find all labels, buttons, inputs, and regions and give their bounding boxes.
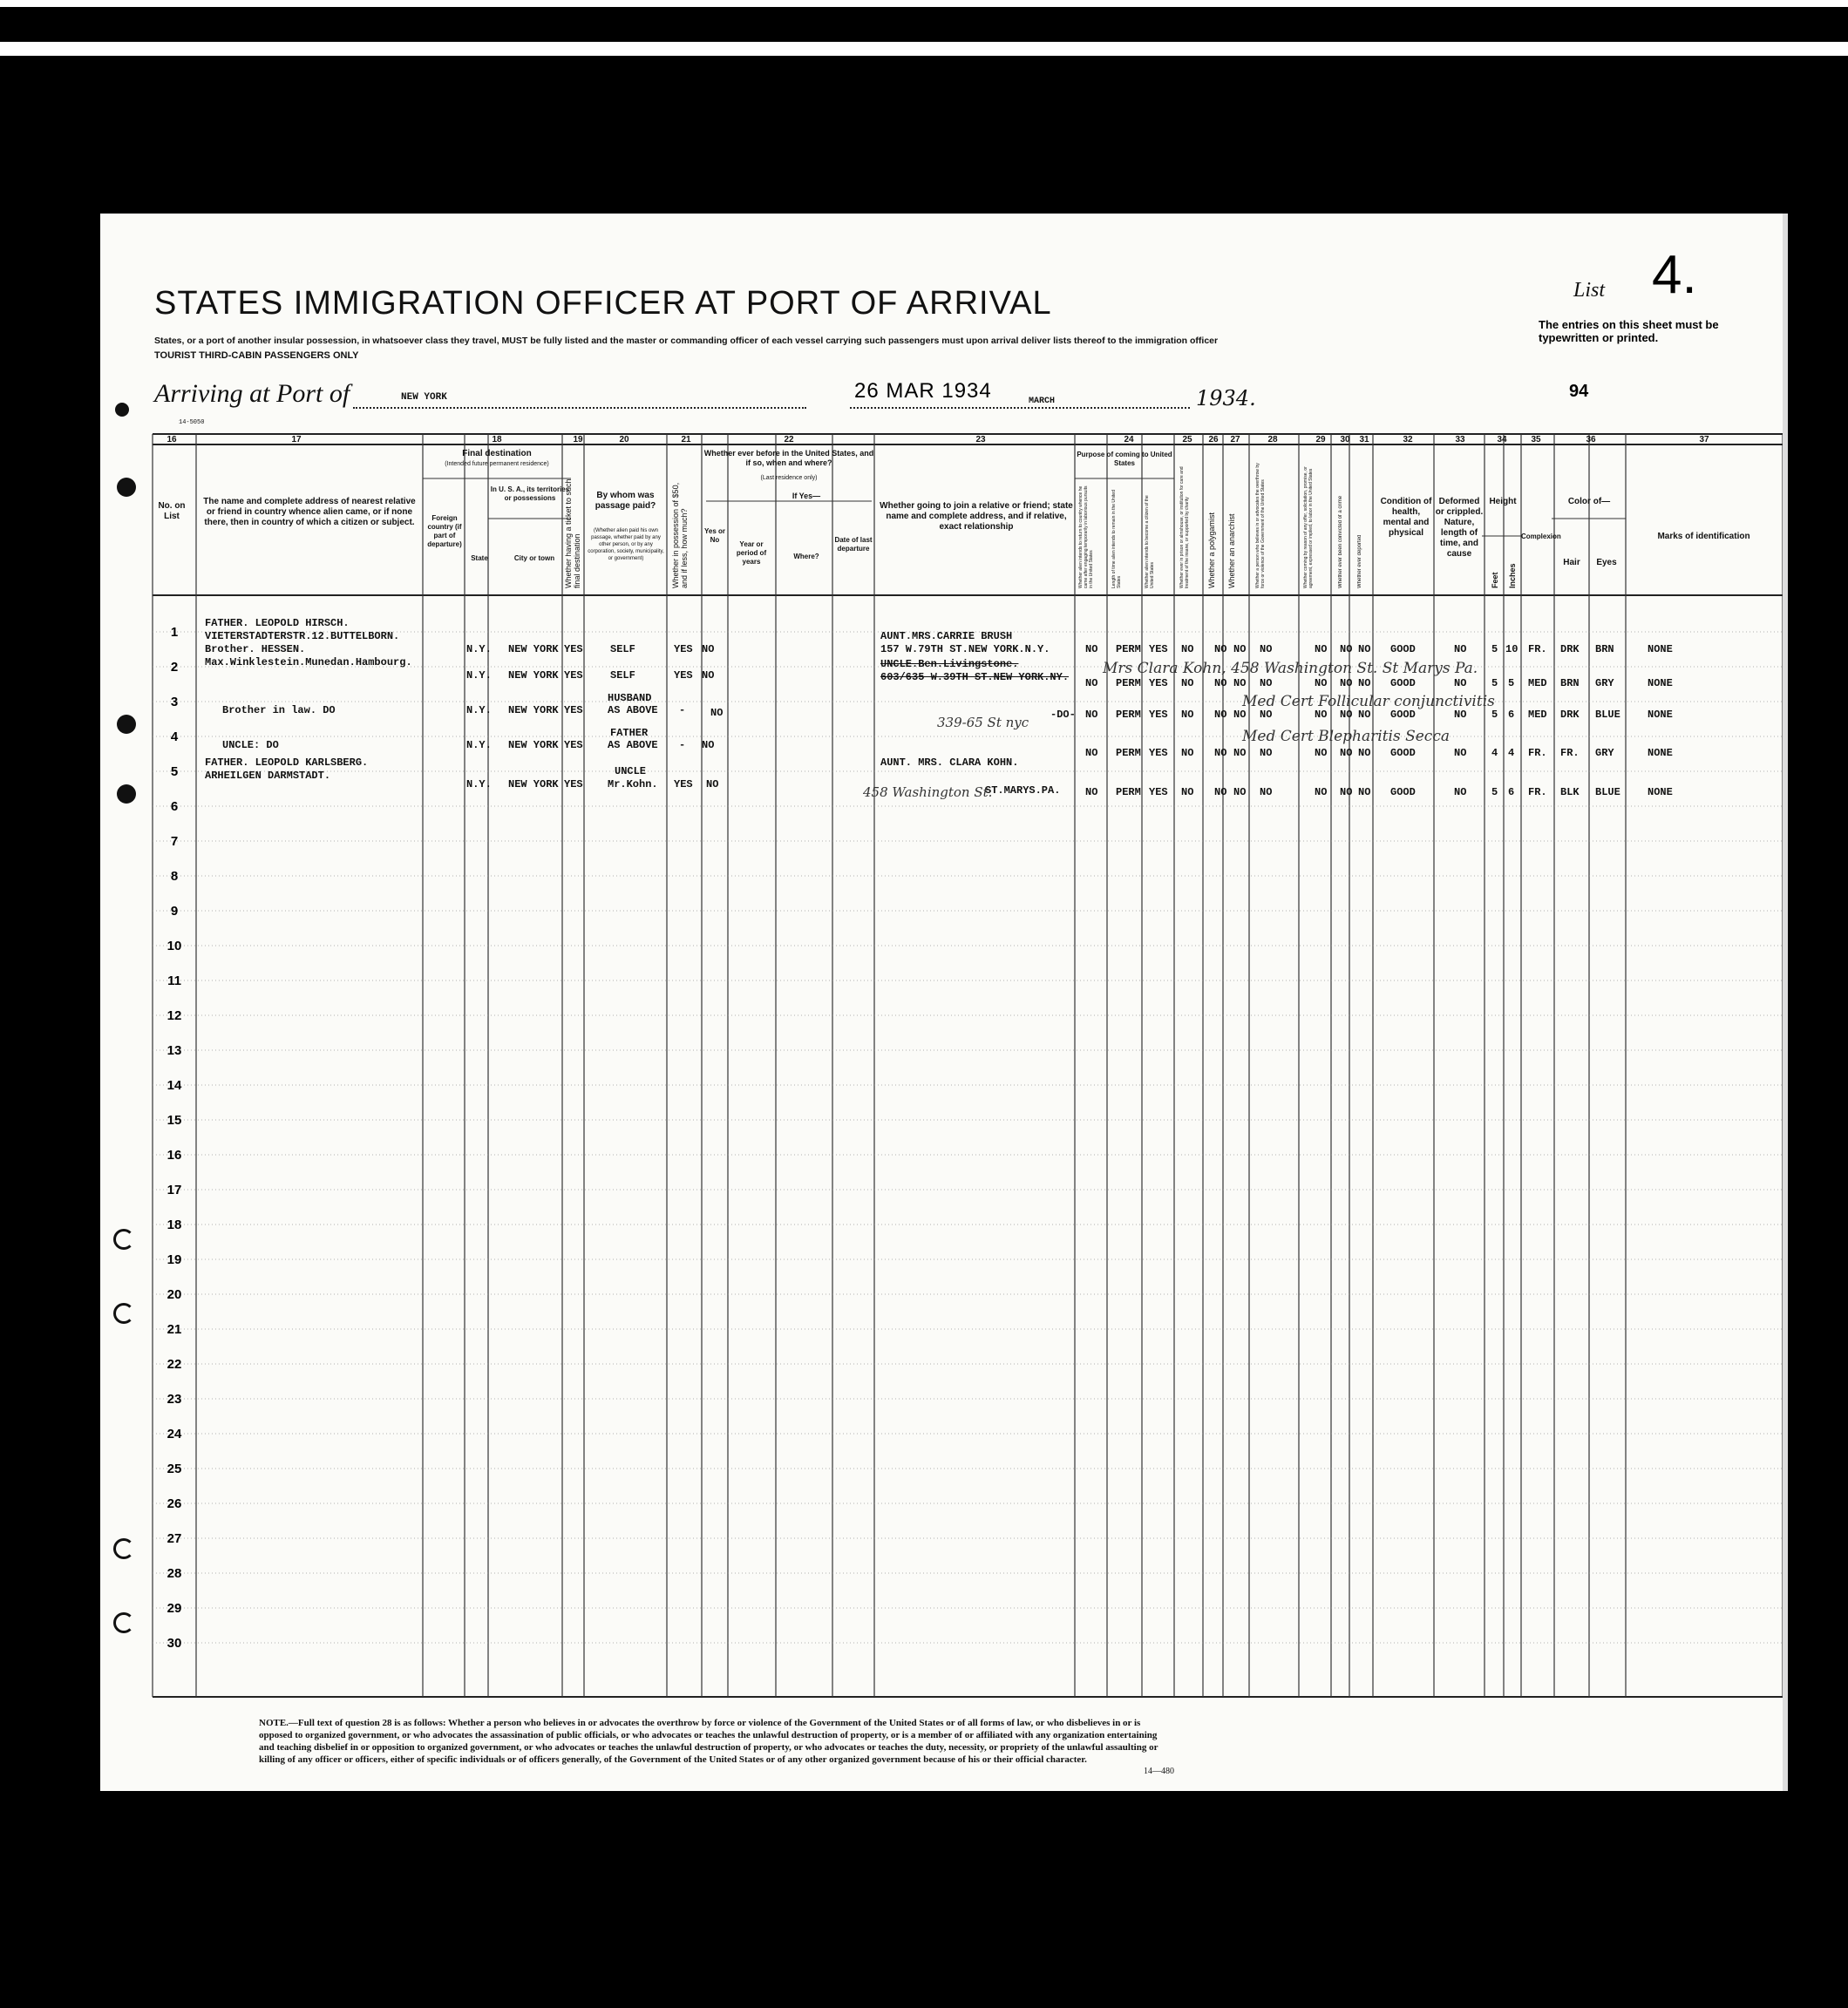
row-number: 13 — [166, 1043, 182, 1058]
punch-hole — [117, 784, 136, 804]
handwriting-kohn: Mrs Clara Kohn, 458 Washington St. St Marys Pa. — [1103, 660, 1478, 677]
hdr-no-on-list: No. on List — [158, 501, 186, 521]
col-num-36: 36 — [1586, 435, 1596, 444]
row2-passage: SELF — [610, 669, 635, 682]
row2-inches: 5 — [1508, 677, 1515, 689]
row1-q25: NO — [1181, 643, 1194, 655]
hdr-if-yes: If Yes— — [792, 492, 821, 500]
footnote-text: NOTE.—Full text of question 28 is as follows: Whether a person who believes in or advocates the overthrow by force or violence of the Government of the United States or of all forms of law, or who disbelieves in or is opposed to organized government, or who advocates the assassination of public officials, or who advocates or teaches the unlawful destruction of property, or is a member of or affiliated with any organization entertaining and teaching disbelief in or opposition to organized government, or who advocates or teaches the unlawful destruction of property, or who advocates or teaches the duty, necessity, or propriety of the unlawful assaulting or killing of any officer or officers, either of specific individuals or of officers generally, of the Government of the United States or of any other organized government because of his or their official character. — [259, 1718, 1158, 1765]
row5-q31: NO — [1358, 786, 1371, 798]
row3-deformed: NO — [1454, 709, 1467, 721]
handwriting-cert-2: Med Cert Blepharitis Secca — [1242, 728, 1450, 745]
hdr-28: Whether a person who believes in or advocates the overthrow by force or violence of the Government of the United States — [1255, 463, 1266, 588]
row3-money: - — [679, 704, 686, 716]
row2-feet: 5 — [1491, 677, 1498, 689]
row4-q30: NO — [1340, 747, 1353, 759]
punch-ring — [113, 1229, 134, 1250]
hdr-marks: Marks of identification — [1657, 532, 1750, 541]
row-number: 9 — [170, 904, 179, 919]
row3-hair: DRK — [1560, 709, 1580, 721]
row3-q30: NO — [1340, 709, 1353, 721]
row3-eyes: BLUE — [1595, 709, 1620, 721]
punch-ring — [113, 1612, 134, 1633]
row3-passage: AS ABOVE — [608, 704, 658, 716]
row1-before: NO — [702, 643, 715, 655]
col-num-23: 23 — [975, 435, 986, 444]
row-number: 11 — [167, 973, 181, 988]
row-number: 5 — [170, 764, 179, 779]
row5-relative-2: ARHEILGEN DARMSTADT. — [205, 770, 331, 782]
row5-ticket: YES — [564, 778, 583, 790]
row-number: 3 — [170, 695, 179, 709]
col-num-16: 16 — [166, 435, 177, 444]
row1-ticket: YES — [564, 643, 583, 655]
row2-condition: GOOD — [1390, 677, 1416, 689]
row1-deformed: NO — [1454, 643, 1467, 655]
row2-before: NO — [702, 669, 715, 682]
row1-inches: 10 — [1505, 643, 1518, 655]
row2-relative-2: Max.Winklestein.Munedan.Hambourg. — [205, 656, 412, 668]
row3-purpose-c: YES — [1149, 709, 1168, 721]
row4-relative-1: UNCLE: DO — [222, 739, 279, 751]
hdr-26: Whether a polygamist — [1207, 512, 1216, 588]
row2-purpose-c: YES — [1149, 677, 1168, 689]
row3-city: NEW YORK — [508, 704, 559, 716]
row5-relative-1: FATHER. LEOPOLD KARLSBERG. — [205, 756, 369, 769]
row1-passage: SELF — [610, 643, 635, 655]
row5-purpose-b: PERM — [1116, 786, 1141, 798]
hdr-joining: Whether going to join a relative or friend; state name and complete address, and if relative, exact relationship — [880, 501, 1073, 532]
col-num-18: 18 — [492, 435, 502, 444]
row3-joining: -DO- — [1050, 709, 1076, 721]
hdr-foreign-country: Foreign country (if part of departure) — [427, 514, 462, 548]
col-num-17: 17 — [291, 435, 302, 444]
row4-q27: NO — [1233, 747, 1247, 759]
row-number: 15 — [166, 1113, 182, 1128]
row1-relative-1: FATHER. LEOPOLD HIRSCH. — [205, 617, 350, 629]
col-num-22: 22 — [784, 435, 794, 444]
row1-q29: NO — [1315, 643, 1328, 655]
top-scan-band — [0, 0, 1848, 7]
row-number: 29 — [166, 1601, 182, 1616]
col-num-31: 31 — [1359, 435, 1369, 444]
row1-hair: DRK — [1560, 643, 1580, 655]
row-number: 22 — [166, 1357, 182, 1372]
row-number: 30 — [166, 1636, 182, 1651]
row5-q26: NO — [1214, 786, 1227, 798]
punch-ring — [113, 1303, 134, 1324]
row-number: 21 — [166, 1322, 182, 1337]
col-num-20: 20 — [619, 435, 629, 444]
row4-q26: NO — [1214, 747, 1227, 759]
row3-q29: NO — [1315, 709, 1328, 721]
col-num-35: 35 — [1531, 435, 1541, 444]
manifest-sheet — [100, 214, 1788, 1791]
row2-eyes: GRY — [1595, 677, 1614, 689]
row1-state: N.Y. — [466, 643, 492, 655]
row4-complexion: FR. — [1528, 747, 1547, 759]
row5-purpose-c: YES — [1149, 786, 1168, 798]
row5-marks: NONE — [1648, 786, 1673, 798]
hdr-hair: Hair — [1563, 558, 1580, 567]
hdr-30: Whether ever been convicted of a crime — [1338, 495, 1343, 588]
row-number: 16 — [166, 1148, 182, 1163]
row4-ticket: YES — [564, 739, 583, 751]
date-stamp: 26 MAR 1934 — [854, 379, 992, 403]
row4-passage: AS ABOVE — [608, 739, 658, 751]
row3-q31: NO — [1358, 709, 1371, 721]
punch-hole — [115, 403, 129, 417]
row5-money: YES — [674, 778, 693, 790]
row4-joining: AUNT. MRS. CLARA KOHN. — [880, 756, 1019, 769]
row1-q30: NO — [1340, 643, 1353, 655]
handwriting-cert-1: Med Cert Follicular conjunctivitis — [1242, 693, 1495, 710]
row3-inches: 6 — [1508, 709, 1515, 721]
row-number: 7 — [170, 834, 179, 849]
hdr-color-of: Color of— — [1567, 497, 1611, 506]
row3-q26: NO — [1214, 709, 1227, 721]
row5-feet: 5 — [1491, 786, 1498, 798]
row5-purpose-a: NO — [1085, 786, 1098, 798]
hdr-relative: The name and complete address of nearest relative or friend in country whence alien came, or if none there, then in country of which a citizen or subject. — [203, 497, 416, 527]
row3-purpose-a: NO — [1085, 709, 1098, 721]
hdr-eyes: Eyes — [1596, 558, 1617, 567]
hdr-complexion: Complexion — [1521, 533, 1561, 540]
row5-q25: NO — [1181, 786, 1194, 798]
row5-complexion: FR. — [1528, 786, 1547, 798]
row-number: 1 — [170, 625, 179, 640]
row4-inches: 4 — [1508, 747, 1515, 759]
row2-money: YES — [674, 669, 693, 682]
row1-relative-2: VIETERSTADTERSTR.12.BUTTELBORN. — [205, 630, 400, 642]
row5-joining: ST.MARYS.PA. — [985, 784, 1061, 797]
row4-deformed: NO — [1454, 747, 1467, 759]
page-title: STATES IMMIGRATION OFFICER AT PORT OF ARRIVAL — [154, 285, 1052, 322]
row1-q27: NO — [1233, 643, 1247, 655]
hdr-date-departure: Date of last departure — [834, 536, 873, 553]
row4-passage-1: FATHER — [610, 727, 649, 739]
hdr-final-destination-sub: (Intended future permanent residence) — [445, 461, 549, 467]
row3-before: NO — [710, 707, 724, 719]
row-number: 17 — [166, 1183, 182, 1197]
instruction-line: States, or a port of another insular possession, in whatsoever class they travel, MUST be fully listed and the master or commanding officer of each vessel carrying such passengers must upon arrival deliver lists thereof to the immigration officer — [154, 336, 1219, 346]
row5-hair: BLK — [1560, 786, 1580, 798]
row1-q26: NO — [1214, 643, 1227, 655]
row2-marks: NONE — [1648, 677, 1673, 689]
port-value: NEW YORK — [401, 392, 447, 403]
row1-marks: NONE — [1648, 643, 1673, 655]
month-value: MARCH — [1029, 397, 1056, 406]
row2-joining-1: 157 W.79TH ST.NEW YORK.N.Y. — [880, 643, 1050, 655]
row-number: 14 — [166, 1078, 182, 1093]
row4-q29: NO — [1315, 747, 1328, 759]
hdr-24b: Length of time alien intends to remain in the United States — [1111, 490, 1122, 588]
row-number: 19 — [166, 1252, 182, 1267]
row2-city: NEW YORK — [508, 669, 559, 682]
hdr-money: Whether in possession of $50, and if less, how much? — [671, 482, 689, 588]
class-line: TOURIST THIRD-CABIN PASSENGERS ONLY — [154, 350, 359, 361]
hdr-feet: Feet — [1491, 572, 1499, 588]
row2-ticket: YES — [564, 669, 583, 682]
list-label: List — [1573, 279, 1606, 302]
hdr-24c: Whether alien intends to become a citizen of the United States — [1145, 495, 1155, 588]
row2-q30: NO — [1340, 677, 1353, 689]
row2-q25: NO — [1181, 677, 1194, 689]
row3-condition: GOOD — [1390, 709, 1416, 721]
form-code: 14-5050 — [179, 419, 205, 426]
row2-relative-1: Brother. HESSEN. — [205, 643, 306, 655]
hdr-before-us: Whether ever before in the United States, and if so, when and where? — [703, 449, 874, 467]
row2-state: N.Y. — [466, 669, 492, 682]
row2-q26: NO — [1214, 677, 1227, 689]
sheet-number: 94 — [1569, 382, 1589, 401]
punch-hole — [117, 478, 136, 497]
row-number: 20 — [166, 1287, 182, 1302]
row-number: 27 — [166, 1531, 182, 1546]
row4-purpose-a: NO — [1085, 747, 1098, 759]
col-num-37: 37 — [1699, 435, 1709, 444]
handwriting-washington: 458 Washington St. — [863, 784, 993, 800]
row4-feet: 4 — [1491, 747, 1498, 759]
col-num-34: 34 — [1497, 435, 1507, 444]
row4-eyes: GRY — [1595, 747, 1614, 759]
row1-purpose-c: YES — [1149, 643, 1168, 655]
col-num-30: 30 — [1340, 435, 1350, 444]
row4-q31: NO — [1358, 747, 1371, 759]
row3-feet: 5 — [1491, 709, 1498, 721]
hdr-31: Whether ever deported — [1357, 534, 1362, 588]
hdr-before-us-sub: (Last residence only) — [760, 475, 818, 481]
row2-q31: NO — [1358, 677, 1371, 689]
col-num-19: 19 — [573, 435, 583, 444]
hdr-where: Where? — [793, 553, 819, 560]
row3-relative-1: Brother in law. DO — [222, 704, 336, 716]
row1-complexion: FR. — [1528, 643, 1547, 655]
row2-q28: NO — [1260, 677, 1273, 689]
row4-marks: NONE — [1648, 747, 1673, 759]
hdr-deformed: Deformed or crippled. Nature, length of time, and cause — [1435, 497, 1484, 559]
row2-complexion: MED — [1528, 677, 1547, 689]
row5-state: N.Y. — [466, 778, 492, 790]
footnote — [259, 1717, 1174, 1778]
row5-city: NEW YORK — [508, 778, 559, 790]
row-number: 28 — [166, 1566, 182, 1581]
row1-q28: NO — [1260, 643, 1273, 655]
row1-eyes: BRN — [1595, 643, 1614, 655]
table-grid — [100, 214, 1783, 1791]
row4-q25: NO — [1181, 747, 1194, 759]
hdr-ticket: Whether having a ticket to such final destination — [564, 478, 581, 588]
col-num-24: 24 — [1124, 435, 1134, 444]
row3-q25: NO — [1181, 709, 1194, 721]
row3-purpose-b: PERM — [1116, 709, 1141, 721]
hdr-in-usa: In U. S. A., its territories or possessions — [490, 485, 570, 502]
row5-inches: 6 — [1508, 786, 1515, 798]
row-number: 26 — [166, 1496, 182, 1511]
row2-purpose-a: NO — [1085, 677, 1098, 689]
row4-before: NO — [702, 739, 715, 751]
col-num-27: 27 — [1230, 435, 1240, 444]
hdr-final-destination: Final destination — [462, 449, 532, 458]
row4-q28: NO — [1260, 747, 1273, 759]
row4-condition: GOOD — [1390, 747, 1416, 759]
col-num-33: 33 — [1455, 435, 1465, 444]
row-number: 12 — [166, 1008, 182, 1023]
row1-condition: GOOD — [1390, 643, 1416, 655]
row5-q27: NO — [1233, 786, 1247, 798]
hdr-condition: Condition of health, mental and physical — [1380, 497, 1432, 538]
row3-q28: NO — [1260, 709, 1273, 721]
hdr-inches: Inches — [1508, 563, 1517, 588]
year-value: 1934. — [1196, 386, 1256, 410]
hdr-27: Whether an anarchist — [1227, 513, 1236, 588]
col-num-21: 21 — [681, 435, 691, 444]
row2-q27: NO — [1233, 677, 1247, 689]
row-number: 10 — [166, 939, 182, 953]
row4-city: NEW YORK — [508, 739, 559, 751]
hdr-height: Height — [1489, 497, 1517, 506]
hdr-purpose: Purpose of coming to United States — [1077, 451, 1172, 467]
row1-city: NEW YORK — [508, 643, 559, 655]
punch-hole — [117, 715, 136, 734]
handwriting-address: 339-65 St nyc — [937, 715, 1029, 730]
arriving-label: Arriving at Port of — [154, 379, 350, 408]
hdr-year-period: Year or period of years — [736, 540, 767, 566]
col-num-25: 25 — [1182, 435, 1192, 444]
row-number: 4 — [170, 729, 179, 744]
col-num-28: 28 — [1267, 435, 1278, 444]
row5-condition: GOOD — [1390, 786, 1416, 798]
hdr-yes-no: Yes or No — [703, 527, 725, 544]
row-number: 23 — [166, 1392, 182, 1407]
row-number: 2 — [170, 660, 179, 675]
row2-deformed: NO — [1454, 677, 1467, 689]
white-scan-strip — [0, 42, 1848, 56]
row2-purpose-b: PERM — [1116, 677, 1141, 689]
row4-money: - — [679, 739, 686, 751]
row2-q29: NO — [1315, 677, 1328, 689]
entries-note: The entries on this sheet must be typewritten or printed. — [1539, 318, 1719, 344]
row2-hair: BRN — [1560, 677, 1580, 689]
row3-complexion: MED — [1528, 709, 1547, 721]
row3-passage-1: HUSBAND — [608, 692, 652, 704]
row-number: 8 — [170, 869, 179, 884]
row2-joining-2: UNCLE.Ben.Livingstone. — [880, 658, 1019, 670]
hdr-25: Whether ever in prison or almshouse, or institution for care and treatment of the insane, or supported by charity — [1179, 466, 1190, 588]
row4-state: N.Y. — [466, 739, 492, 751]
footnote-code: 14—480 — [1144, 1767, 1174, 1776]
row1-feet: 5 — [1491, 643, 1498, 655]
row5-passage-1: UNCLE — [615, 765, 647, 777]
col-num-26: 26 — [1208, 435, 1219, 444]
hdr-passage-sub: (Whether alien paid his own passage, whether paid by any other person, or by any corporation, society, municipality, or government) — [588, 528, 664, 561]
row5-eyes: BLUE — [1595, 786, 1620, 798]
hdr-state: State — [471, 554, 488, 562]
row1-purpose-a: NO — [1085, 643, 1098, 655]
row1-joining: AUNT.MRS.CARRIE BRUSH — [880, 630, 1013, 642]
row4-purpose-b: PERM — [1116, 747, 1141, 759]
row-number: 6 — [170, 799, 179, 814]
hdr-29: Whether coming by reason of any offer, solicitation, promise, or agreement, expressed or implied, to labor in the United States — [1303, 466, 1314, 588]
row-number: 24 — [166, 1427, 182, 1442]
hdr-passage: By whom was passage paid? — [594, 491, 656, 511]
row5-before: NO — [706, 778, 719, 790]
row3-q27: NO — [1233, 709, 1247, 721]
row3-state: N.Y. — [466, 704, 492, 716]
row3-ticket: YES — [564, 704, 583, 716]
row1-q31: NO — [1358, 643, 1371, 655]
row2-joining-3: 603/635 W.39TH ST.NEW YORK.NY. — [880, 671, 1070, 683]
row3-marks: NONE — [1648, 709, 1673, 721]
row5-q28: NO — [1260, 786, 1273, 798]
row5-deformed: NO — [1454, 786, 1467, 798]
list-number: 4. — [1652, 245, 1697, 305]
row4-purpose-c: YES — [1149, 747, 1168, 759]
col-num-29: 29 — [1315, 435, 1326, 444]
row5-passage: Mr.Kohn. — [608, 778, 658, 790]
row-number: 25 — [166, 1462, 182, 1476]
hdr-24a: Whether alien intends to return to country whence he came after engaging temporarily in laborious pursuits in the United States — [1078, 485, 1094, 588]
hdr-city: City or town — [513, 554, 555, 562]
row4-hair: FR. — [1560, 747, 1580, 759]
row1-purpose-b: PERM — [1116, 643, 1141, 655]
punch-ring — [113, 1538, 134, 1559]
row-number: 18 — [166, 1218, 182, 1232]
row5-q29: NO — [1315, 786, 1328, 798]
col-num-32: 32 — [1403, 435, 1413, 444]
row1-money: YES — [674, 643, 693, 655]
row5-q30: NO — [1340, 786, 1353, 798]
